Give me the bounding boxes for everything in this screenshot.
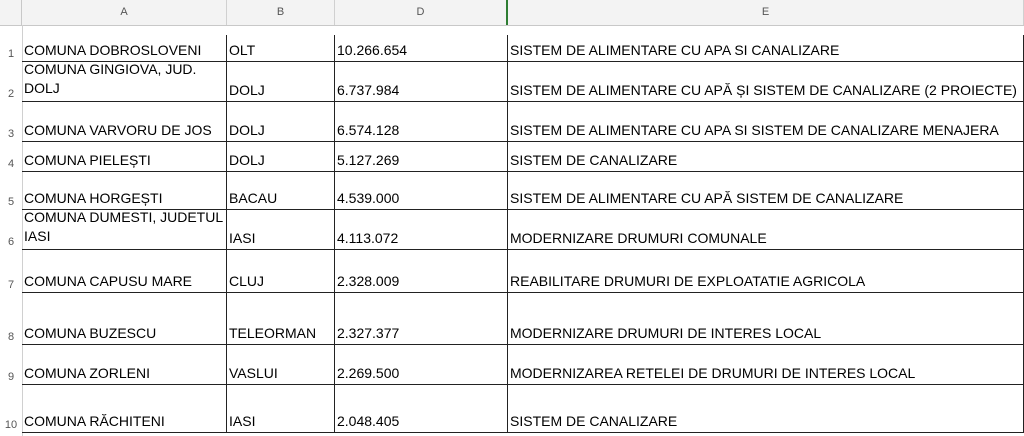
table-row bbox=[0, 345, 1024, 385]
cell-amount[interactable]: 6.737.984 bbox=[335, 62, 508, 102]
column-header-a[interactable]: A bbox=[22, 0, 227, 25]
cell-amount[interactable]: 2.048.405 bbox=[335, 385, 508, 433]
cell-county[interactable]: DOLJ bbox=[227, 142, 335, 172]
cell-project[interactable]: SISTEM DE ALIMENTARE CU APĂ SISTEM DE CANALIZARE bbox=[508, 172, 1024, 210]
row-number[interactable]: 8 bbox=[0, 293, 22, 345]
select-all-corner[interactable] bbox=[0, 0, 22, 25]
row-number[interactable]: 3 bbox=[0, 102, 22, 142]
table-row bbox=[0, 385, 1024, 433]
row-number[interactable]: 4 bbox=[0, 142, 22, 172]
table-row bbox=[0, 35, 1024, 62]
column-header-e[interactable]: E bbox=[508, 0, 1024, 25]
cell-amount[interactable]: 2.328.009 bbox=[335, 250, 508, 293]
cell-amount[interactable]: 2.269.500 bbox=[335, 345, 508, 385]
column-header-b[interactable]: B bbox=[227, 0, 335, 25]
column-header-d[interactable]: D bbox=[335, 0, 508, 25]
cell-project[interactable]: SISTEM DE CANALIZARE bbox=[508, 385, 1024, 433]
cell-county[interactable]: DOLJ bbox=[227, 102, 335, 142]
cell-county[interactable]: DOLJ bbox=[227, 62, 335, 102]
cell-commune[interactable]: COMUNA ZORLENI bbox=[22, 345, 227, 385]
row-number[interactable]: 2 bbox=[0, 62, 22, 102]
row-number[interactable]: 9 bbox=[0, 345, 22, 385]
cell-county[interactable]: BACAU bbox=[227, 172, 335, 210]
cell-project[interactable]: MODERNIZARE DRUMURI DE INTERES LOCAL bbox=[508, 293, 1024, 345]
cell-commune[interactable]: COMUNA HORGEȘTI bbox=[22, 172, 227, 210]
cell-county[interactable]: CLUJ bbox=[227, 250, 335, 293]
cell-county[interactable]: OLT bbox=[227, 35, 335, 62]
cell-commune[interactable]: COMUNA PIELEȘTI bbox=[22, 142, 227, 172]
cell-county[interactable]: VASLUI bbox=[227, 345, 335, 385]
cell-project[interactable]: SISTEM DE ALIMENTARE CU APĂ ȘI SISTEM DE CANALIZARE (2 PROIECTE) bbox=[508, 62, 1024, 102]
cell-commune[interactable]: COMUNA GINGIOVA, JUD. DOLJ bbox=[22, 62, 227, 102]
row-number[interactable]: 1 bbox=[0, 35, 22, 62]
table-row bbox=[0, 293, 1024, 345]
cell-amount[interactable]: 4.113.072 bbox=[335, 210, 508, 250]
table-row bbox=[0, 142, 1024, 172]
cell-commune[interactable]: COMUNA VARVORU DE JOS bbox=[22, 102, 227, 142]
cell-amount[interactable]: 2.327.377 bbox=[335, 293, 508, 345]
cell-amount[interactable]: 6.574.128 bbox=[335, 102, 508, 142]
row-number[interactable]: 6 bbox=[0, 210, 22, 250]
cell-commune[interactable]: COMUNA CAPUSU MARE bbox=[22, 250, 227, 293]
cell-commune[interactable]: COMUNA BUZESCU bbox=[22, 293, 227, 345]
cell-county[interactable]: IASI bbox=[227, 385, 335, 433]
table-row bbox=[0, 210, 1024, 250]
row-number[interactable]: 5 bbox=[0, 172, 22, 210]
cell-project[interactable]: SISTEM DE ALIMENTARE CU APA SI SISTEM DE CANALIZARE MENAJERA bbox=[508, 102, 1024, 142]
table-row bbox=[0, 172, 1024, 210]
cell-project[interactable]: MODERNIZARE DRUMURI COMUNALE bbox=[508, 210, 1024, 250]
cell-project[interactable]: REABILITARE DRUMURI DE EXPLOATATIE AGRICOLA bbox=[508, 250, 1024, 293]
cell-amount[interactable]: 5.127.269 bbox=[335, 142, 508, 172]
table-row bbox=[0, 62, 1024, 102]
cell-commune[interactable]: COMUNA DUMESTI, JUDETUL IASI bbox=[22, 210, 227, 250]
cell-amount[interactable]: 4.539.000 bbox=[335, 172, 508, 210]
column-header-row bbox=[0, 0, 1024, 26]
cell-county[interactable]: TELEORMAN bbox=[227, 293, 335, 345]
cell-project[interactable]: SISTEM DE CANALIZARE bbox=[508, 142, 1024, 172]
cell-project[interactable]: SISTEM DE ALIMENTARE CU APA SI CANALIZARE bbox=[508, 35, 1024, 62]
cell-county[interactable]: IASI bbox=[227, 210, 335, 250]
table-row bbox=[0, 102, 1024, 142]
cell-commune[interactable]: COMUNA RĂCHITENI bbox=[22, 385, 227, 433]
cell-amount[interactable]: 10.266.654 bbox=[335, 35, 508, 62]
cell-project[interactable]: MODERNIZAREA RETELEI DE DRUMURI DE INTERES LOCAL bbox=[508, 345, 1024, 385]
table-row bbox=[0, 250, 1024, 293]
cell-commune[interactable]: COMUNA DOBROSLOVENI bbox=[22, 35, 227, 62]
row-number[interactable]: 7 bbox=[0, 250, 22, 293]
row-number[interactable]: 10 bbox=[0, 385, 22, 433]
